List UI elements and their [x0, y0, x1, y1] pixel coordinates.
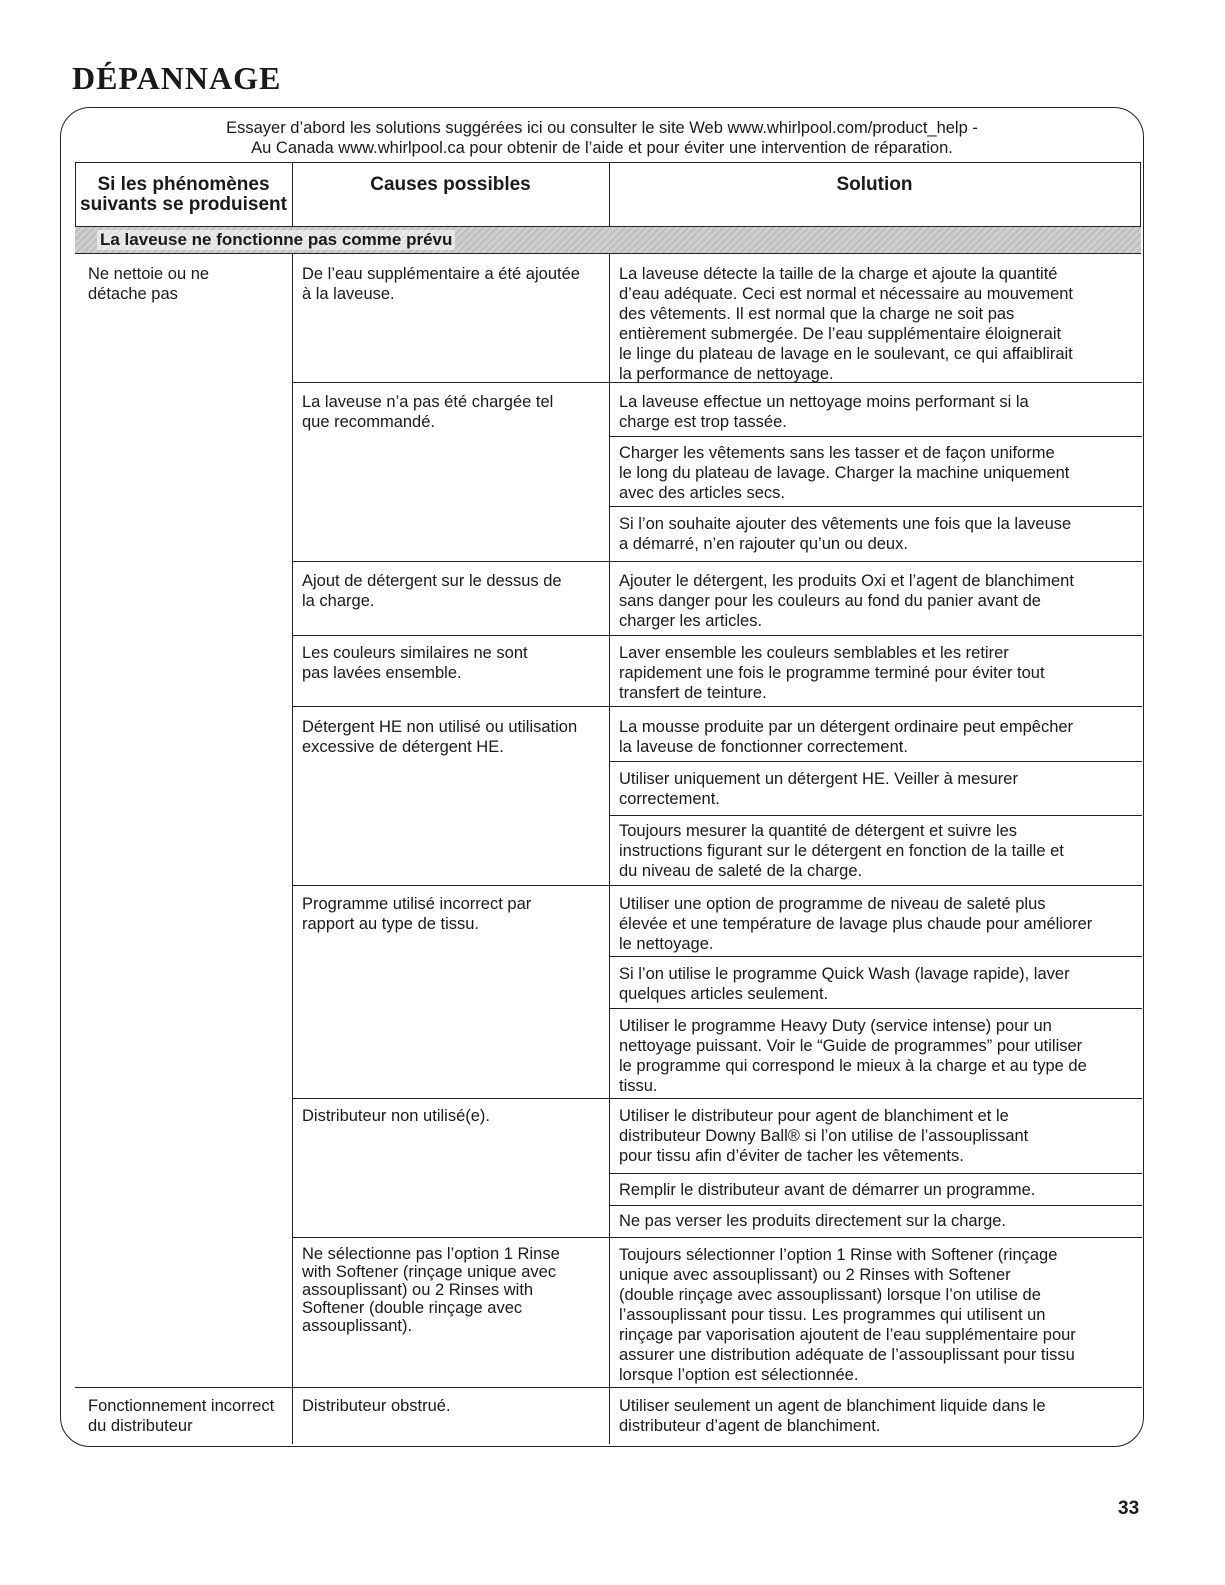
solution-rule	[609, 815, 1142, 816]
header-solution: Solution	[836, 174, 913, 195]
page-number: 33	[1118, 1498, 1140, 1519]
solution-cell: Utiliser le programme Heavy Duty (service intense) pour un nettoyage puissant. Voir le “Guide de programmes” pour utiliser le programme qui correspond le mieux à la charge et au type de tissu.	[619, 1017, 1087, 1095]
cause-cell: Programme utilisé incorrect par rapport au type de tissu.	[302, 895, 532, 933]
cause-rule	[292, 885, 1142, 886]
cause-cell: Les couleurs similaires ne sont pas lavées ensemble.	[302, 644, 528, 682]
cause-rule	[292, 561, 1142, 562]
cause-cell: Distributeur non utilisé(e).	[302, 1107, 490, 1125]
solution-cell: Ajouter le détergent, les produits Oxi et l’agent de blanchiment sans danger pour les couleurs au fond du panier avant de charger les articles.	[619, 572, 1074, 630]
intro-line-2: Au Canada www.whirlpool.ca pour obtenir de l’aide et pour éviter une intervention de réparation.	[251, 139, 953, 157]
solution-cell: Ne pas verser les produits directement sur la charge.	[619, 1212, 1007, 1230]
cause-cell: De l’eau supplémentaire a été ajoutée à la laveuse.	[302, 265, 580, 303]
intro-line-1: Essayer d’abord les solutions suggérées ici ou consulter le site Web www.whirlpool.com/product_help -	[226, 119, 978, 137]
solution-rule	[609, 1205, 1142, 1206]
cause-cell: Ne sélectionne pas l’option 1 Rinse with Softener (rinçage unique avec assouplissant) ou 2 Rinses with Softener (double rinçage avec assouplissant).	[302, 1245, 560, 1335]
solution-cell: Utiliser uniquement un détergent HE. Veiller à mesurer correctement.	[619, 770, 1018, 808]
cause-cell: La laveuse n’a pas été chargée tel que recommandé.	[302, 393, 554, 431]
solution-rule	[609, 761, 1142, 762]
page-title: DÉPANNAGE	[72, 60, 282, 96]
cause-rule	[292, 706, 1142, 707]
intro-text	[60, 118, 1144, 158]
header-symptoms-line-2: suivants se produisent	[80, 194, 287, 215]
solution-cell: Utiliser seulement un agent de blanchiment liquide dans le distributeur d’agent de blanchiment.	[619, 1397, 1046, 1435]
solution-cell: Laver ensemble les couleurs semblables et les retirer rapidement une fois le programme terminé pour éviter tout transfert de teinture.	[619, 644, 1045, 702]
header-right-rule	[1140, 162, 1141, 226]
solution-rule	[609, 1173, 1142, 1174]
solution-rule	[609, 956, 1142, 957]
section-band	[75, 226, 1141, 254]
solution-cell: Remplir le distributeur avant de démarrer un programme.	[619, 1181, 1036, 1199]
solution-cell: La mousse produite par un détergent ordinaire peut empêcher la laveuse de fonctionner correctement.	[619, 718, 1074, 756]
solution-cell: Si l’on utilise le programme Quick Wash (lavage rapide), laver quelques articles seulement.	[619, 965, 1070, 1003]
symptom-cell: Fonctionnement incorrect du distributeur	[88, 1397, 275, 1435]
solution-cell: Si l’on souhaite ajouter des vêtements une fois que la laveuse a démarré, n’en rajouter qu’un ou deux.	[619, 515, 1072, 553]
body-divider-2	[609, 254, 610, 1444]
header-causes: Causes possibles	[370, 174, 531, 195]
solution-cell: Toujours sélectionner l’option 1 Rinse with Softener (rinçage unique avec assouplissant) ou 2 Rinses with Softener (double rinçage avec assouplissant) lorsque l’on utilise de l’assouplissant pour tissu. Les programmes qui utilisent un rinçage par vaporisation ajoutent de l’eau supplémentaire pour assurer une distribution adéquate de l’assouplissant pour tissu lorsque l’option est sélectionnée.	[619, 1246, 1076, 1384]
cause-cell: Détergent HE non utilisé ou utilisation excessive de détergent HE.	[302, 718, 578, 756]
header-symptoms-line-1: Si les phénomènes	[97, 174, 270, 195]
solution-rule	[609, 1008, 1142, 1009]
section-label: La laveuse ne fonctionne pas comme prévu	[97, 230, 455, 250]
body-divider-1	[292, 254, 293, 1444]
cause-rule	[75, 1387, 1142, 1388]
solution-rule	[609, 436, 1142, 437]
solution-cell: La laveuse détecte la taille de la charge et ajoute la quantité d’eau adéquate. Ceci est normal et nécessaire au mouvement des vêtements. Il est normal que la charge ne soit pas entièrement submergée. De l’eau supplémentaire éloignerait le linge du plateau de lavage en le soulevant, ce qui affaiblirait la performance de nettoyage.	[619, 265, 1074, 383]
symptom-cell: Ne nettoie ou ne détache pas	[88, 265, 210, 303]
cause-cell: Ajout de détergent sur le dessus de la charge.	[302, 572, 562, 610]
solution-cell: Charger les vêtements sans les tasser et de façon uniforme le long du plateau de lavage. Charger la machine uniquement avec des articles secs.	[619, 444, 1070, 502]
cause-rule	[292, 1237, 1142, 1238]
cause-rule	[292, 635, 1142, 636]
solution-cell: Toujours mesurer la quantité de détergent et suivre les instructions figurant sur le détergent en fonction de la taille et du niveau de saleté de la charge.	[619, 822, 1064, 880]
cause-cell: Distributeur obstrué.	[302, 1397, 451, 1415]
header-top-rule	[75, 162, 1141, 163]
header-symptoms	[75, 175, 292, 215]
solution-cell: La laveuse effectue un nettoyage moins performant si la charge est trop tassée.	[619, 393, 1029, 431]
solution-cell: Utiliser une option de programme de niveau de saleté plus élevée et une température de lavage plus chaude pour améliorer le nettoyage.	[619, 895, 1093, 953]
cause-rule	[292, 1098, 1142, 1099]
solution-rule	[609, 506, 1142, 507]
solution-cell: Utiliser le distributeur pour agent de blanchiment et le distributeur Downy Ball® si l’on utilise de l’assouplissant pour tissu afin d’éviter de tacher les vêtements.	[619, 1107, 1029, 1165]
